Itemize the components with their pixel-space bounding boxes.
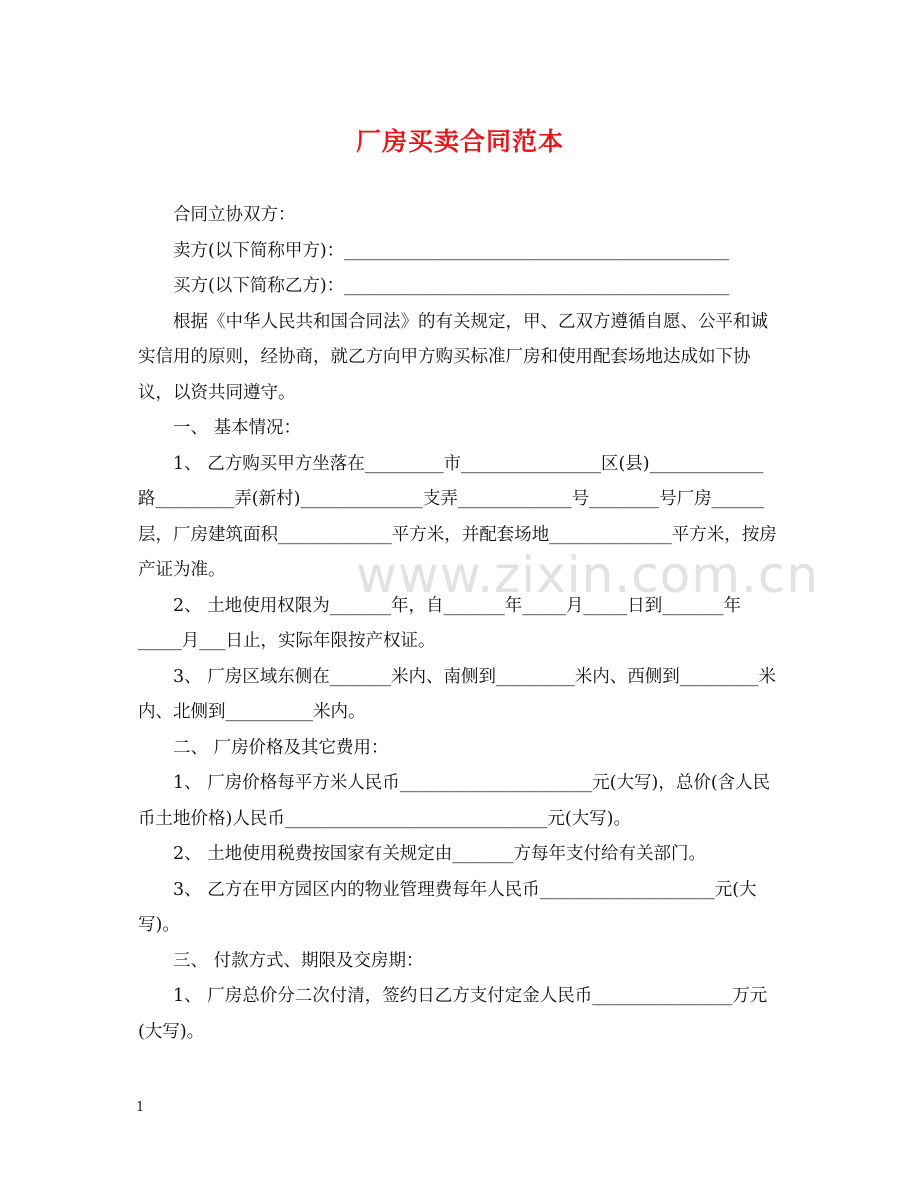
clause-1-1: 1、 乙方购买甲方坐落在_________市________________区(县)_____________路_________弄(新村)______________支弄_____________号________号厂房______层，厂房建筑面积_____________平方米，并配套场地______________平方米，按房产证为准。 xyxy=(138,453,777,580)
section-heading-basic: 一、 基本情况： xyxy=(173,418,302,438)
watermark: www.zixin.com.cn xyxy=(356,546,820,604)
paragraph-buyer: 买方(以下简称乙方)：____________________________________________ xyxy=(173,276,730,296)
clause-2-2: 2、 土地使用税费按国家有关规定由_______方每年支付给有关部门。 xyxy=(173,844,706,864)
document-title: 厂房买卖合同范本 xyxy=(355,127,564,156)
section-heading-price: 二、 厂房价格及其它费用： xyxy=(173,737,389,758)
clause-1-3: 3、 厂房区域东侧在_______米内、南侧到_________米内、西侧到_________米内、北侧到__________米内。 xyxy=(138,666,776,722)
paragraph-preamble: 根据《中华人民共和国合同法》的有关规定，甲、乙双方遵循自愿、公平和诚实信用的原则，经协商，就乙方向甲方购买标准厂房和使用配套场地达成如下协议，以资共同遵守。 xyxy=(138,311,768,403)
clause-1-2: 2、 土地使用权限为_______年，自_______年_____月_____日到_______年_____月___日止，实际年限按产权证。 xyxy=(138,595,741,651)
contract-body xyxy=(138,198,778,1050)
paragraph-parties-intro: 合同立协双方： xyxy=(173,205,296,225)
clause-3-1: 1、 厂房总价分二次付清，签约日乙方支付定金人民币________________万元(大写)。 xyxy=(138,986,768,1042)
clause-2-3: 3、 乙方在甲方园区内的物业管理费每年人民币____________________元(大写)。 xyxy=(138,879,757,935)
page-number: 1 xyxy=(136,1100,145,1115)
section-heading-payment: 三、 付款方式、期限及交房期： xyxy=(173,950,424,971)
paragraph-seller: 卖方(以下简称甲方)：____________________________________________ xyxy=(173,240,730,261)
clause-2-1: 1、 厂房价格每平方米人民币______________________元(大写)，总价(含人民币土地价格)人民币______________________________元(大写)。 xyxy=(138,773,771,829)
